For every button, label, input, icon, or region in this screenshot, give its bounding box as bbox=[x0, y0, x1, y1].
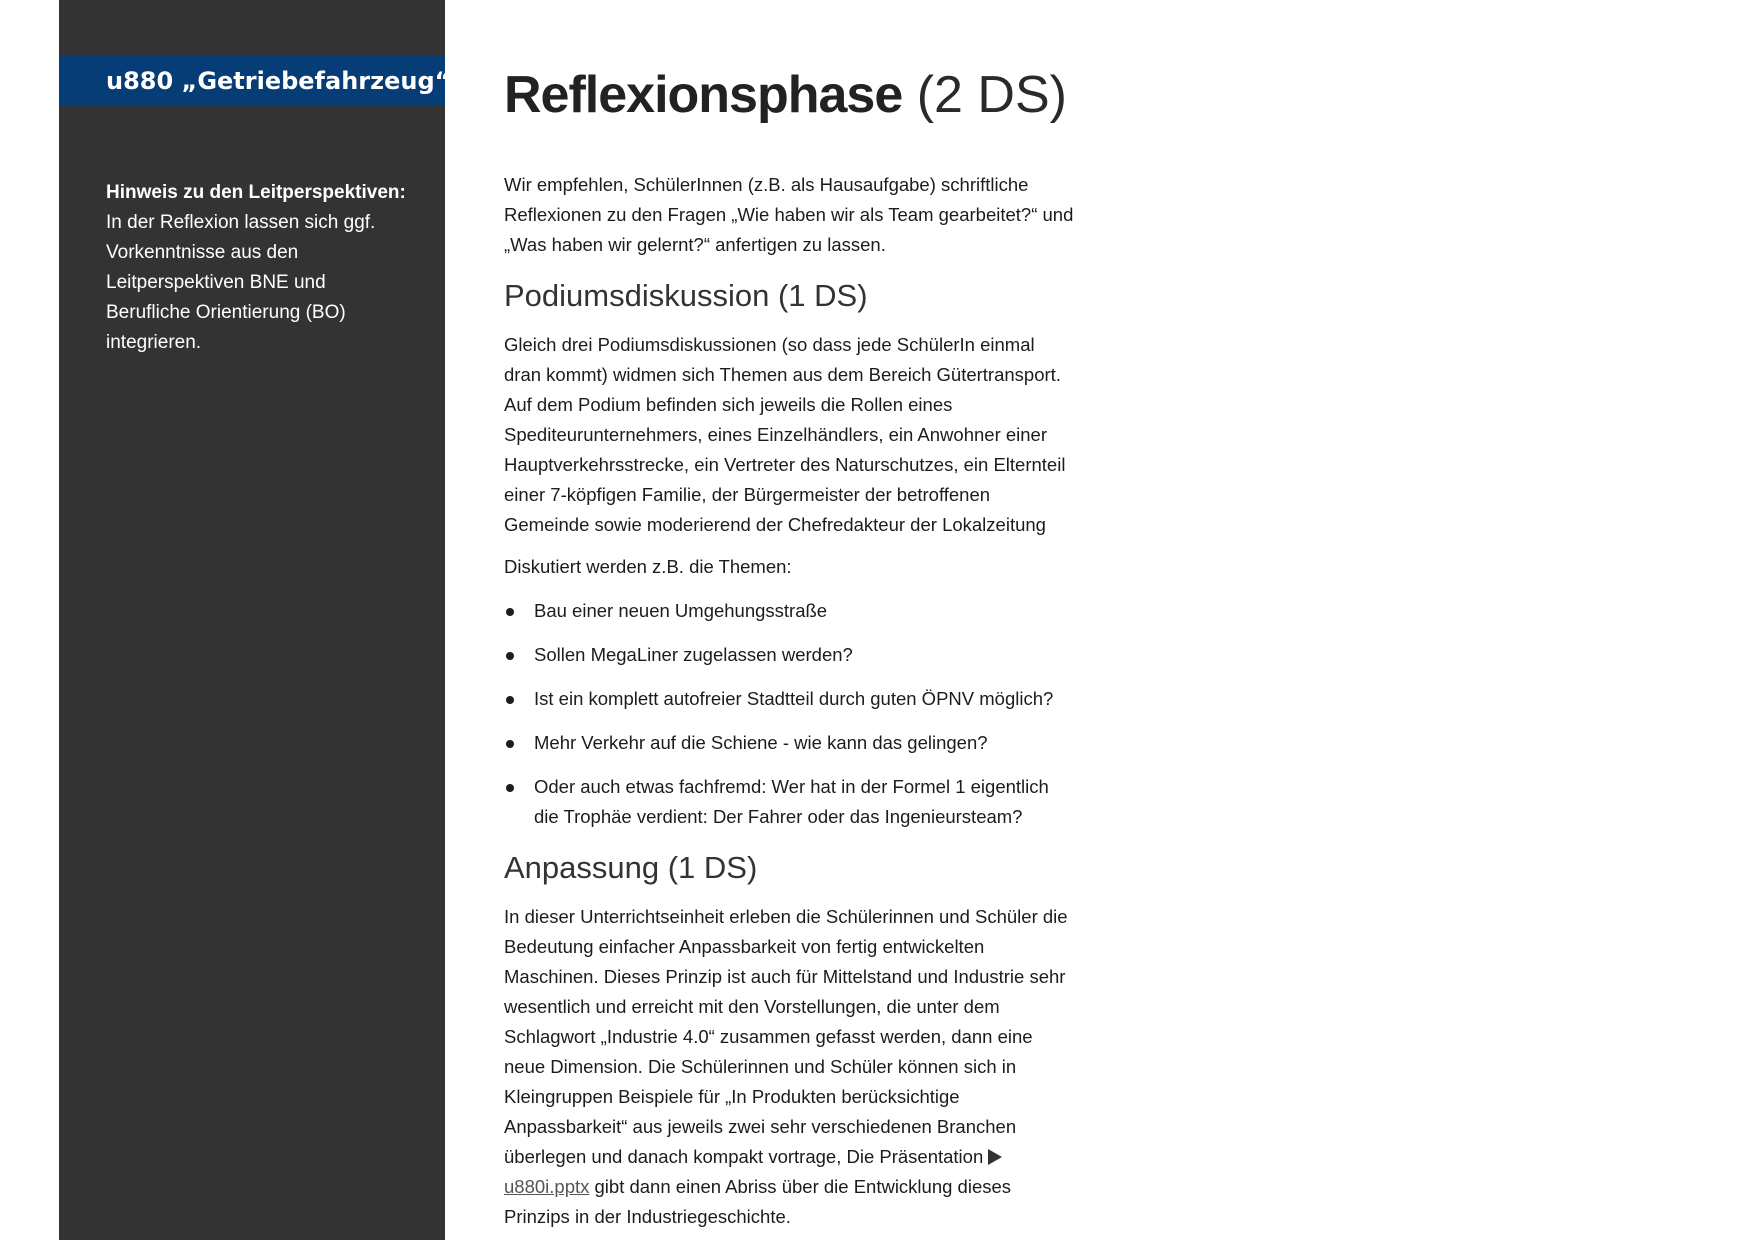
list-item bbox=[504, 640, 1074, 670]
page-title-duration: (2 DS) bbox=[916, 66, 1067, 124]
list-item-text: Ist ein komplett autofreier Stadtteil durch guten ÖPNV möglich? bbox=[534, 688, 1054, 709]
list-item bbox=[504, 596, 1074, 626]
adaptation-heading: Anpassung (1 DS) bbox=[504, 850, 758, 885]
list-item-text: Oder auch etwas fachfremd: Wer hat in der Formel 1 eigentlich die Trophäe verdient: Der Fahrer oder das Ingenieursteam? bbox=[534, 776, 1049, 827]
note-text: In der Reflexion lassen sich ggf. Vorkenntnisse aus den Leitperspektiven BNE und Berufliche Orientierung (BO) integrieren. bbox=[106, 212, 376, 353]
leitperspektiven-note bbox=[106, 178, 406, 358]
podium-paragraph: Gleich drei Podiumsdiskussionen (so dass jede SchülerIn einmal dran kommt) widmen sich Themen aus dem Bereich Gütertransport. Auf dem Podium befinden sich jeweils die Rollen eines Spediteurunternehmers, eines Einzelhändlers, ein Anwohner einer Hauptverkehrsstrecke, ein Vertreter des Naturschutzes, ein Elternteil einer 7-köpfigen Familie, der Bürgermeister der betroffenen Gemeinde sowie moderierend der Chefredakteur der Lokalzeitung bbox=[504, 334, 1066, 535]
intro-paragraph: Wir empfehlen, SchülerInnen (z.B. als Hausaufgabe) schriftliche Reflexionen zu den Fragen „Wie haben wir als Team gearbeitet?“ und „Was haben wir gelernt?“ anfertigen zu lassen. bbox=[504, 174, 1074, 255]
sidebar bbox=[59, 0, 451, 1240]
bullet-icon bbox=[506, 652, 514, 660]
main-content bbox=[504, 60, 1074, 1232]
list-item-text: Mehr Verkehr auf die Schiene - wie kann das gelingen? bbox=[534, 732, 988, 753]
sidebar-title: u880 „Getriebefahrzeug“ bbox=[59, 56, 445, 106]
podium-heading: Podiumsdiskussion (1 DS) bbox=[504, 278, 868, 313]
list-item bbox=[504, 772, 1074, 832]
note-heading: Hinweis zu den Leitperspektiven: bbox=[106, 182, 406, 203]
adaptation-paragraph bbox=[504, 902, 1074, 1232]
list-item bbox=[504, 728, 1074, 758]
bullet-icon bbox=[506, 696, 514, 704]
page-title bbox=[504, 60, 1074, 130]
topics-list bbox=[504, 596, 1074, 832]
bullet-icon bbox=[506, 740, 514, 748]
play-icon bbox=[988, 1149, 1002, 1165]
list-item-text: Bau einer neuen Umgehungsstraße bbox=[534, 600, 828, 621]
list-item-text: Sollen MegaLiner zugelassen werden? bbox=[534, 644, 853, 665]
bullet-icon bbox=[506, 784, 514, 792]
pptx-file-link-label: u880i.pptx bbox=[504, 1176, 590, 1197]
bullet-icon bbox=[506, 608, 514, 616]
list-item bbox=[504, 684, 1074, 714]
adaptation-text-end: gibt dann einen Abriss über die Entwicklung dieses Prinzips in der Industriegeschichte. bbox=[504, 1176, 1012, 1227]
page-title-main: Reflexionsphase bbox=[504, 66, 903, 124]
adaptation-text: In dieser Unterrichtseinheit erleben die Schülerinnen und Schüler die Bedeutung einfacher Anpassbarkeit von fertig entwickelten Maschinen. Dieses Prinzip ist auch für Mittelstand und Industrie sehr wesentlich und erreicht mit den Vorstellungen, die unter dem Schlagwort „Industrie 4.0“ zusammen gefasst werden, dann eine neue Dimension. Die Schülerinnen und Schüler können sich in Kleingruppen Beispiele für „In Produkten berücksichtige Anpassbarkeit“ aus jeweils zwei sehr verschiedenen Branchen überlegen und danach kompakt vortrage, Die Präsentation bbox=[504, 906, 1068, 1167]
topics-lead-in: Diskutiert werden z.B. die Themen: bbox=[504, 556, 792, 577]
